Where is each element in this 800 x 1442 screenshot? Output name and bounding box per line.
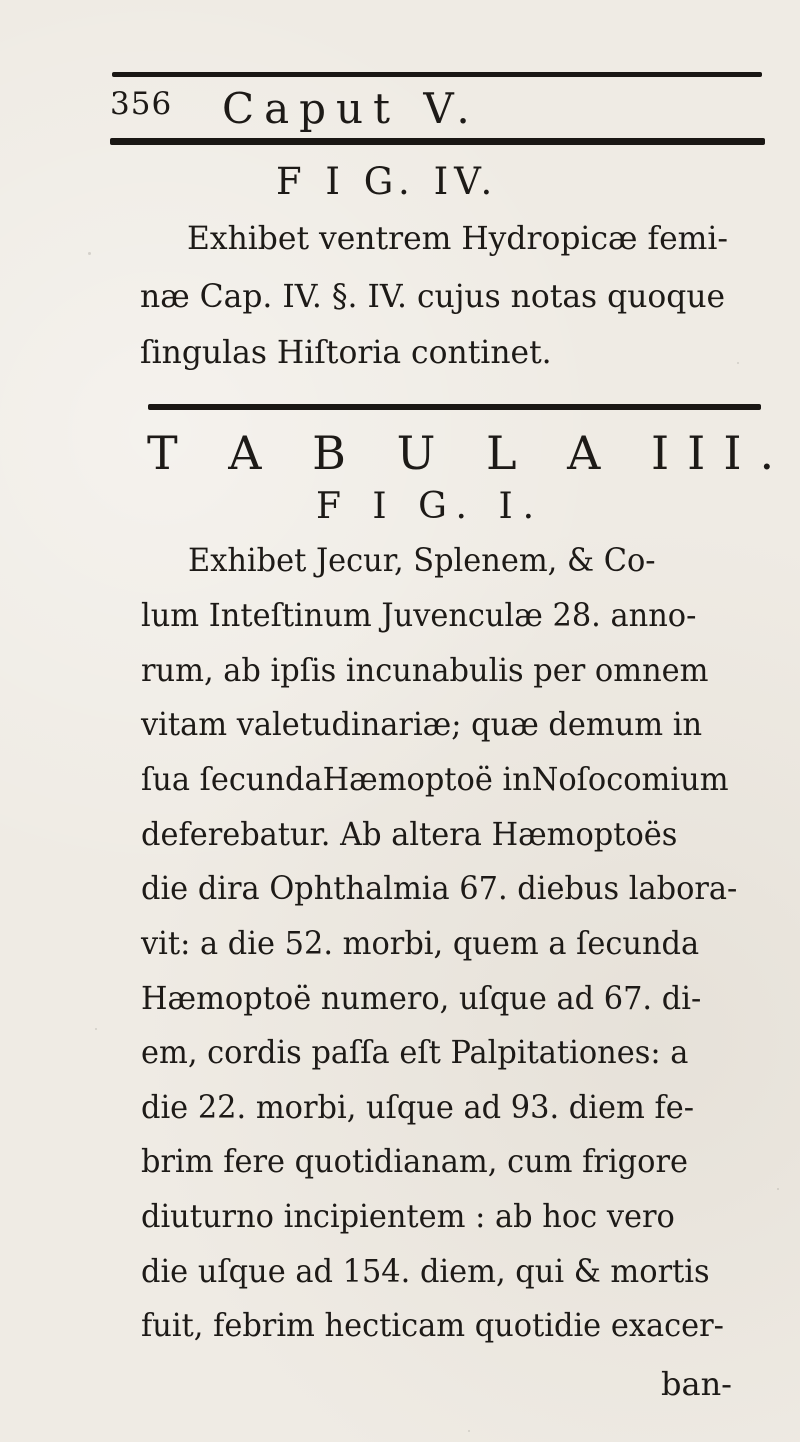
- fig-i-heading: F I G. I.: [316, 486, 545, 527]
- running-header: Caput V.: [222, 84, 480, 133]
- body-line-1: Exhibet Jecur, Splenem, & Co-: [188, 541, 656, 579]
- top-rule: [112, 72, 762, 77]
- body-line-6: deferebatur. Ab altera Hæmoptoës: [141, 815, 678, 853]
- body-line-9: Hæmoptoë numero, uſque ad 67. di-: [141, 979, 702, 1017]
- paper-speck: [88, 252, 91, 255]
- body-line-13: diuturno incipientem : ab hoc vero: [141, 1197, 675, 1235]
- body-line-2: lum Inteſtinum Juvenculæ 28. anno-: [141, 596, 697, 634]
- body-line-12: brim fere quotidianam, cum frigore: [141, 1142, 688, 1180]
- body-line-7: die dira Ophthalmia 67. diebus labora-: [141, 869, 738, 907]
- paper-speck: [737, 362, 739, 364]
- fig-iv-line-1: Exhibet ventrem Hydropicæ femi-: [187, 219, 728, 257]
- body-line-11: die 22. morbi, uſque ad 93. diem fe-: [141, 1088, 694, 1126]
- body-line-3: rum, ab ipſis incunabulis per omnem: [141, 651, 709, 689]
- page-number: 356: [110, 86, 173, 122]
- header-rule: [110, 138, 765, 145]
- body-line-4: vitam valetudinariæ; quæ demum in: [141, 705, 703, 743]
- paper-speck: [777, 1188, 779, 1190]
- catchword: ban-: [661, 1365, 732, 1403]
- paper-speck: [95, 1028, 97, 1030]
- fig-iv-line-3: ſingulas Hiſtoria continet.: [140, 333, 552, 371]
- body-line-15: fuit, febrim hecticam quotidie exacer-: [141, 1306, 724, 1344]
- tabula-heading: T A B U L A III.: [147, 426, 793, 480]
- fig-iv-line-2: næ Cap. IV. §. IV. cujus notas quoque: [140, 277, 726, 315]
- paper-speck: [468, 1430, 470, 1432]
- body-line-8: vit: a die 52. morbi, quem a ſecunda: [141, 924, 700, 962]
- section-rule: [148, 404, 761, 410]
- body-line-14: die uſque ad 154. diem, qui & mortis: [141, 1252, 710, 1290]
- body-line-5: ſua ſecundaHæmoptoë inNoſocomium: [141, 760, 729, 798]
- body-line-10: em, cordis paſſa eſt Palpitationes: a: [141, 1033, 689, 1071]
- fig-iv-heading: F I G. IV.: [276, 160, 499, 203]
